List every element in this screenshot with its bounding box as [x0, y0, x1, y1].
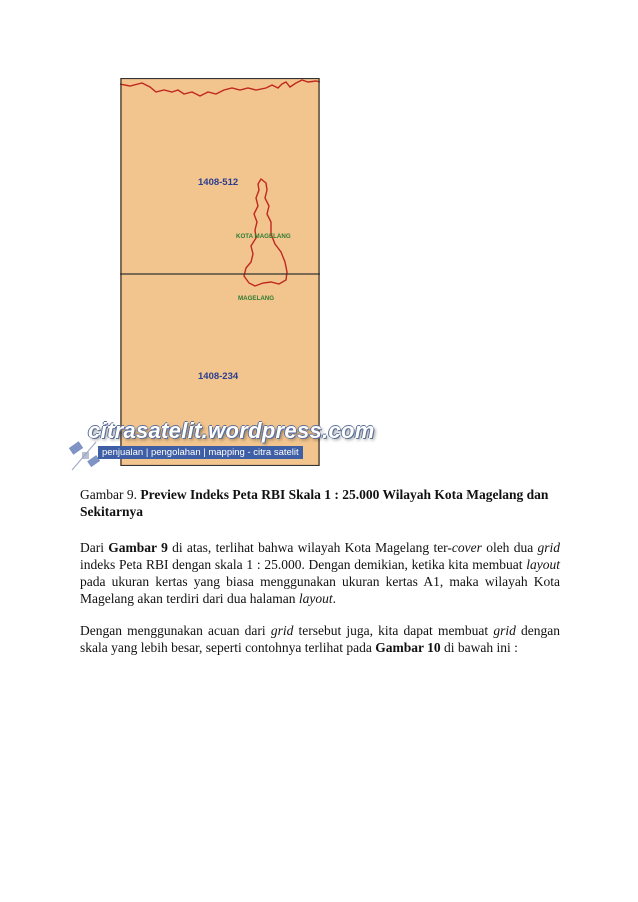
sheet-label-bottom: 1408-234 [198, 371, 239, 382]
p1-text-3: oleh dua [486, 540, 534, 555]
p1-figure-ref: Gambar 9 [108, 540, 168, 555]
p1-text-6: . [332, 591, 337, 606]
watermark [68, 416, 375, 478]
caption-title-line1: Preview Indeks Peta RBI Skala 1 : 25.000 Wilayah Kota Magelang dan [140, 487, 549, 502]
p2-italic-grid-1: grid [270, 623, 294, 638]
figure-caption [80, 486, 560, 520]
p2-text-2: tersebut juga, kita dapat membuat [298, 623, 489, 638]
rbi-index-map [120, 78, 320, 466]
p2-text-3: dengan skala yang lebih besar, seperti contohnya terlihat pada [80, 623, 560, 655]
watermark-title: citrasatelit.wordpress.com [88, 418, 375, 443]
p1-text-2: di atas, terlihat bahwa wilayah Kota Magelang ter- [172, 540, 452, 555]
city-label: KOTA MAGELANG [236, 233, 291, 240]
paragraph-2 [80, 622, 560, 656]
regency-label: MAGELANG [238, 295, 275, 302]
sheet-label-top: 1408-512 [198, 177, 239, 188]
caption-prefix: Gambar 9. [80, 487, 137, 502]
caption-title-line2: Sekitarnya [80, 504, 144, 519]
map-graphic [120, 78, 320, 466]
p2-text-4: di bawah ini : [444, 640, 518, 655]
p1-italic-layout-1: layout [526, 557, 561, 572]
p1-text-5: pada ukuran kertas yang biasa menggunakan ukuran kertas A1, maka wilayah Kota Magelang akan terdiri dari dua halaman [80, 574, 560, 606]
p1-text-1: Dari [80, 540, 104, 555]
p2-figure-ref: Gambar 10 [375, 640, 441, 655]
p1-italic-grid: grid [537, 540, 561, 555]
p2-text-1: Dengan menggunakan acuan dari [80, 623, 266, 638]
p1-italic-cover: cover [451, 540, 482, 555]
p2-italic-grid-2: grid [493, 623, 516, 638]
p1-text-4: indeks Peta RBI dengan skala 1 : 25.000. Dengan demikian, ketika kita membuat [80, 557, 523, 572]
p1-italic-layout-2: layout [298, 591, 333, 606]
map-figure [68, 78, 375, 478]
paragraph-1 [80, 539, 560, 607]
watermark-subtitle: penjualan | pengolahan | mapping - citra satelit [98, 446, 303, 459]
